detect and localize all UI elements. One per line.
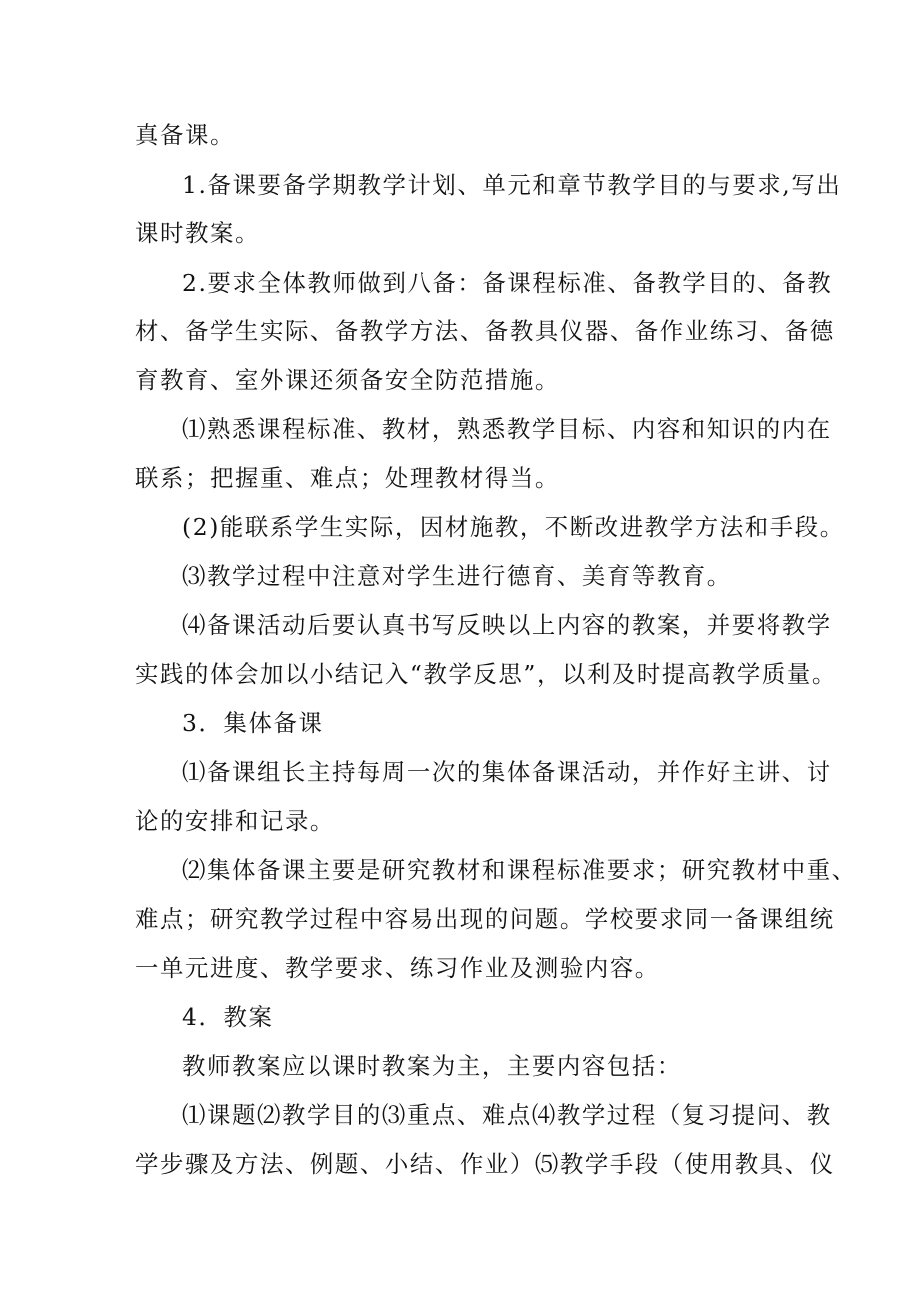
text-line: 教师教案应以课时教案为主，主要内容包括： — [182, 1052, 682, 1080]
text-line: 学步骤及方法、例题、小结、作业）⑸教学手段（使用教具、仪 — [135, 1150, 835, 1178]
text-line: (2)能联系学生实际，因材施教，不断改进教学方法和手段。 — [182, 513, 845, 541]
text-line: ⑴课题⑵教学目的⑶重点、难点⑷教学过程（复习提问、教 — [182, 1101, 832, 1129]
text-line: ⑵集体备课主要是研究教材和课程标准要求；研究教材中重、 — [182, 856, 857, 884]
text-line: 一单元进度、教学要求、练习作业及测验内容。 — [135, 954, 660, 982]
text-line: 联系；把握重、难点；处理教材得当。 — [135, 464, 560, 492]
text-line: 课时教案。 — [135, 219, 260, 247]
text-line: 论的安排和记录。 — [135, 807, 335, 835]
text-line: 育教育、室外课还须备安全防范措施。 — [135, 366, 560, 394]
section-heading: 3．集体备课 — [182, 709, 324, 737]
text-line: 材、备学生实际、备教学方法、备教具仪器、备作业练习、备德 — [135, 317, 835, 345]
text-line: 2.要求全体教师做到八备：备课程标准、备教学目的、备教 — [182, 269, 833, 297]
text-line: 难点；研究教学过程中容易出现的问题。学校要求同一备课组统 — [135, 905, 835, 933]
text-line: 实践的体会加以小结记入“教学反思”，以利及时提高教学质量。 — [135, 660, 837, 688]
text-line: ⑷备课活动后要认真书写反映以上内容的教案，并要将教学 — [182, 611, 832, 639]
text-line: ⑴备课组长主持每周一次的集体备课活动，并作好主讲、讨 — [182, 758, 832, 786]
text-line: 真备课。 — [135, 121, 235, 149]
text-line: ⑴熟悉课程标准、教材，熟悉教学目标、内容和知识的内在 — [182, 415, 832, 443]
text-line: 1.备课要备学期教学计划、单元和章节教学目的与要求,写出 — [182, 171, 842, 199]
section-heading: 4．教案 — [182, 1003, 274, 1031]
text-line: ⑶教学过程中注意对学生进行德育、美育等教育。 — [182, 562, 732, 590]
